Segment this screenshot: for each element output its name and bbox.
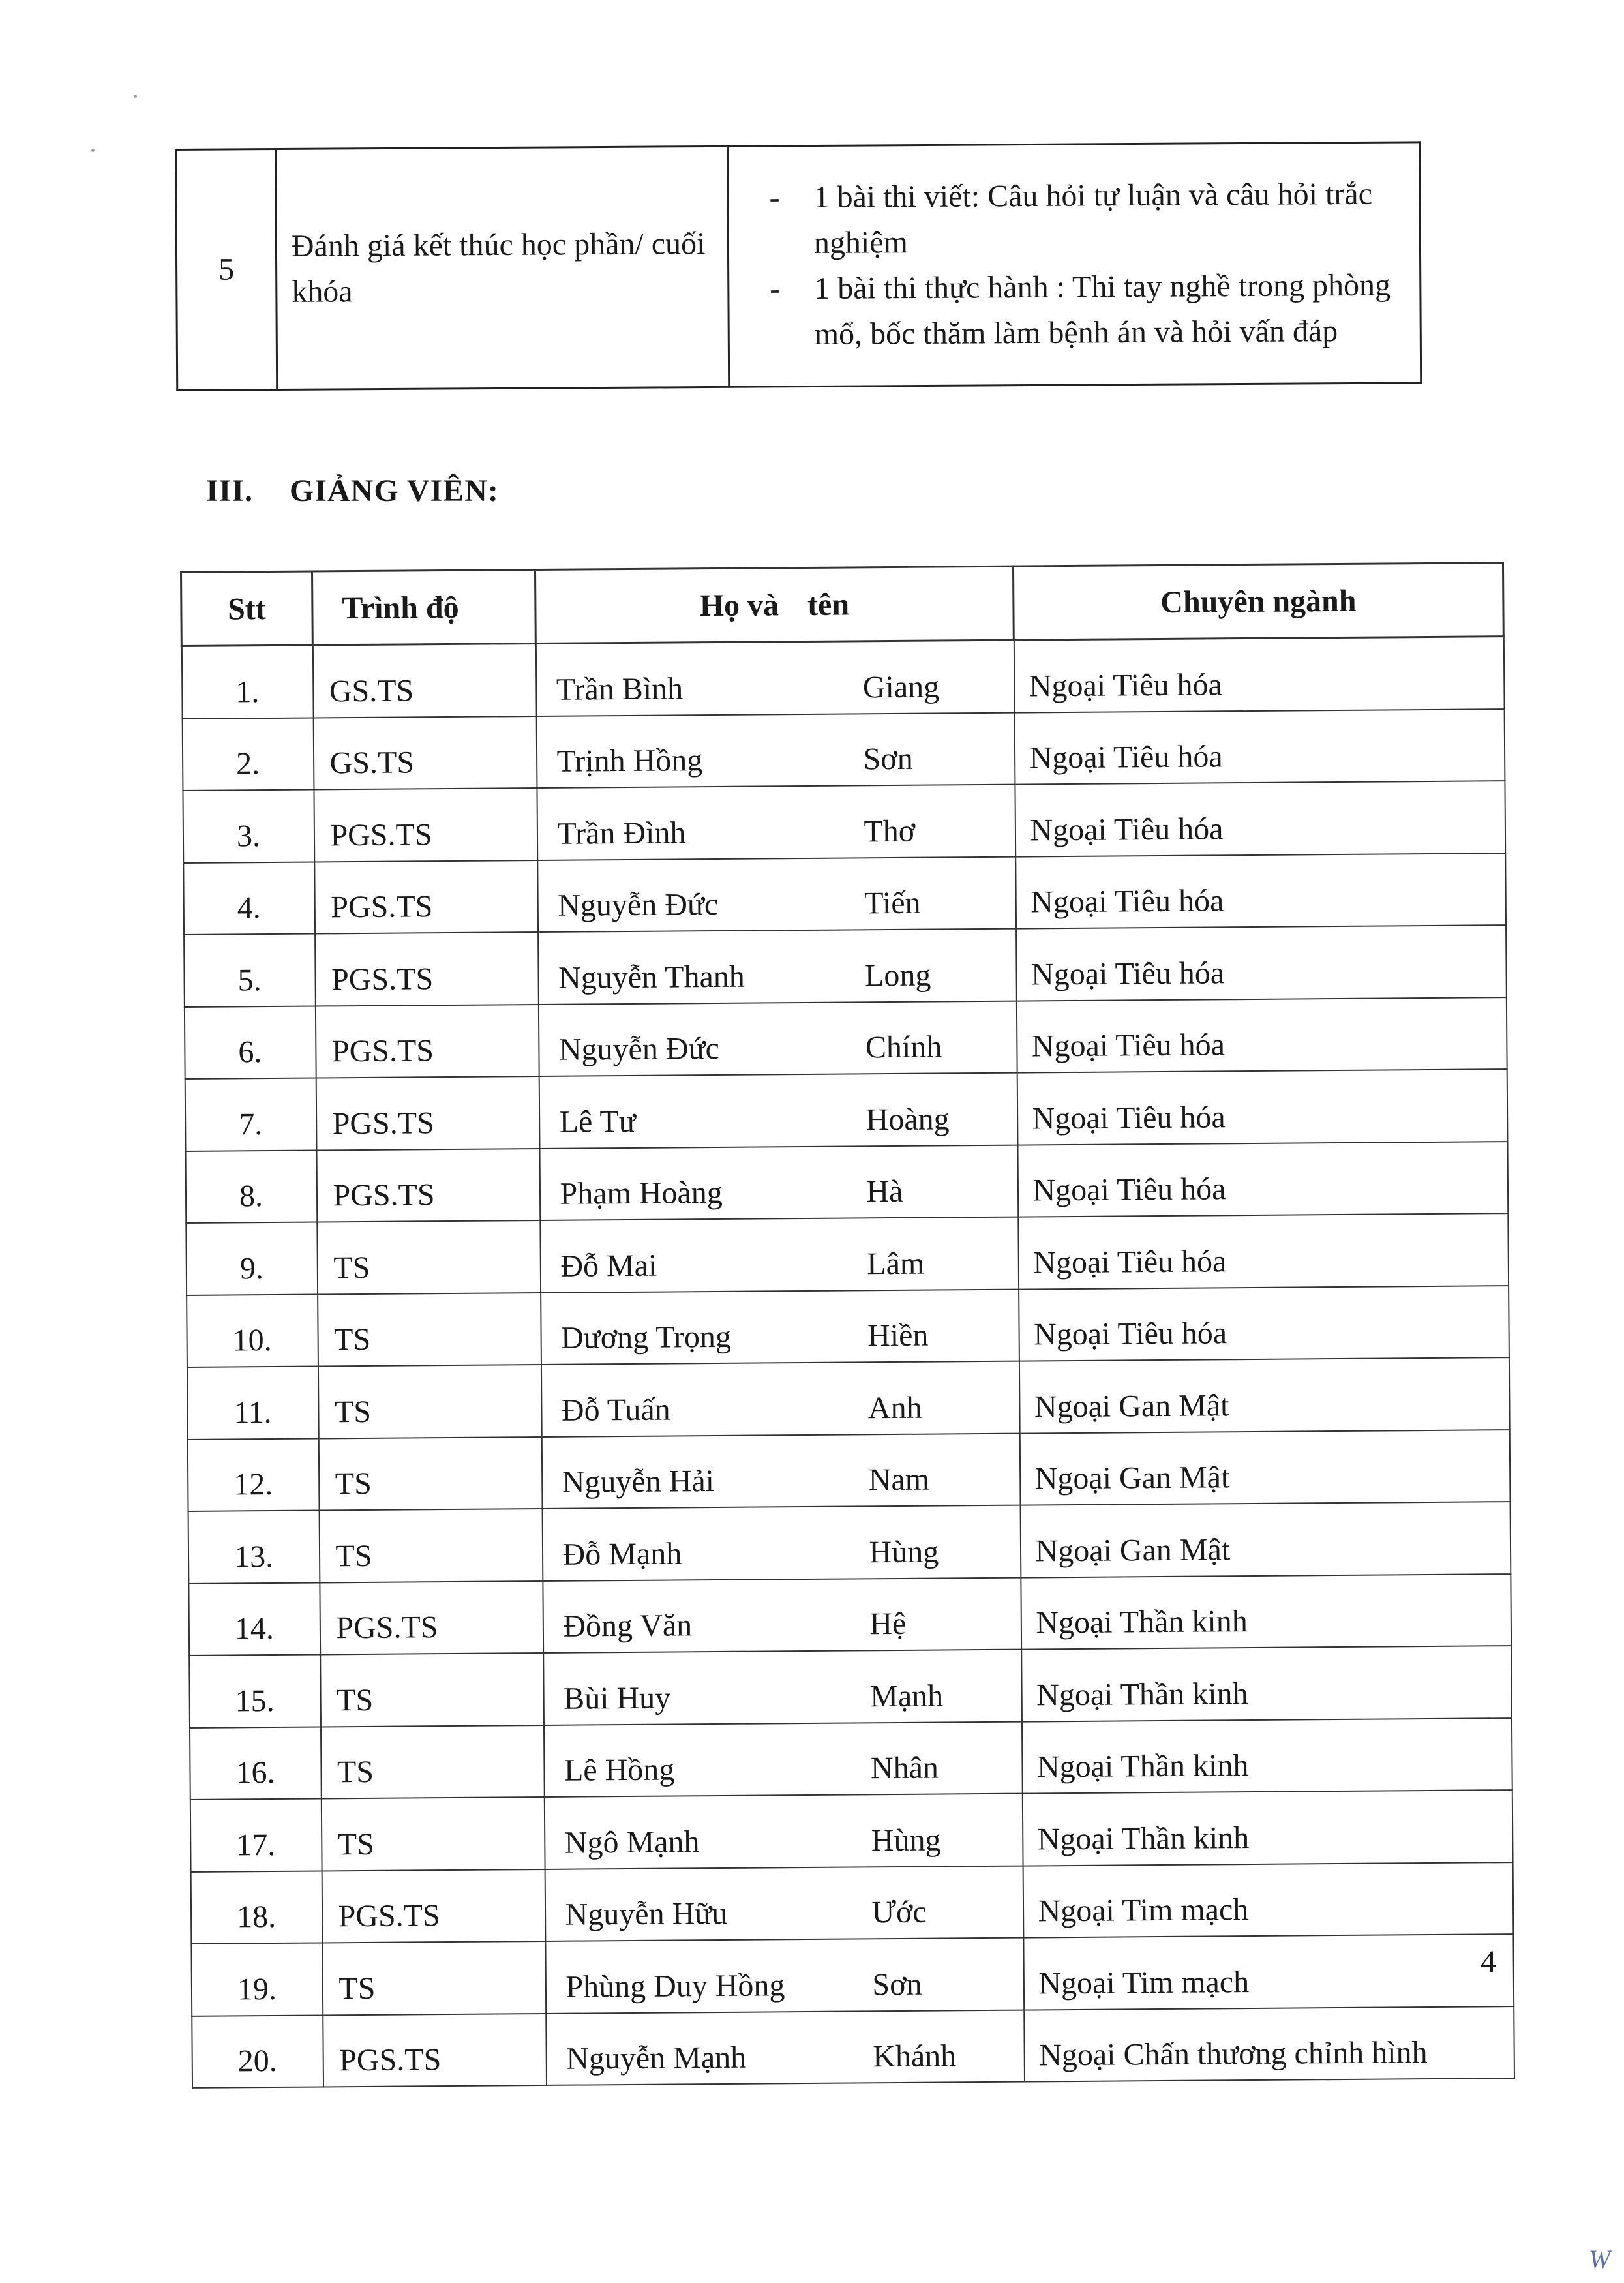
cell-family-name: Phạm Hoàng bbox=[560, 1175, 723, 1211]
assessment-list-text: 1 bài thi viết: Câu hỏi tự luận và câu hỏi trắc nghiệm bbox=[813, 176, 1373, 261]
cell-specialty: Ngoại Gan Mật bbox=[1019, 1357, 1509, 1433]
assessment-list-item bbox=[761, 172, 1400, 267]
assessment-item: Đánh giá kết thúc học phần/ cuối khóa bbox=[276, 146, 729, 389]
cell-family-name: Đồng Văn bbox=[563, 1608, 693, 1644]
cell-stt: 7. bbox=[185, 1078, 316, 1151]
cell-given-name: Long bbox=[864, 958, 931, 993]
table-row bbox=[183, 853, 1506, 935]
cell-given-name: Mạnh bbox=[869, 1678, 944, 1714]
cell-specialty: Ngoại Tiêu hóa bbox=[1016, 997, 1507, 1073]
table-row bbox=[189, 1718, 1512, 1800]
cell-name bbox=[536, 712, 1015, 788]
cell-specialty: Ngoại Tiêu hóa bbox=[1017, 1142, 1508, 1217]
cell-name bbox=[546, 2010, 1025, 2085]
cell-name bbox=[538, 1001, 1017, 1076]
cell-stt: 20. bbox=[192, 2015, 323, 2088]
cell-stt: 8. bbox=[185, 1150, 317, 1223]
table-row bbox=[190, 1790, 1512, 1871]
cell-family-name: Bùi Huy bbox=[563, 1680, 671, 1716]
assessment-number: 5 bbox=[176, 149, 277, 391]
cell-family-name: Nguyễn Đức bbox=[558, 1031, 720, 1067]
cell-specialty: Ngoại Tiêu hóa bbox=[1016, 925, 1507, 1001]
cell-specialty: Ngoại Gan Mật bbox=[1019, 1430, 1510, 1505]
table-row bbox=[187, 1430, 1510, 1511]
table-row bbox=[188, 1502, 1511, 1583]
cell-stt: 2. bbox=[182, 718, 314, 791]
cell-family-name: Nguyễn Thanh bbox=[558, 959, 745, 995]
cell-family-name: Ngô Mạnh bbox=[564, 1824, 700, 1860]
cell-stt: 10. bbox=[187, 1294, 318, 1367]
header-stt: Stt bbox=[181, 571, 313, 646]
cell-given-name: Hùng bbox=[869, 1534, 939, 1569]
cell-degree: TS bbox=[320, 1725, 544, 1798]
cell-degree: TS bbox=[320, 1653, 544, 1727]
assessment-row bbox=[176, 142, 1421, 391]
bullet-dash: - bbox=[769, 180, 780, 215]
table-row bbox=[181, 637, 1504, 719]
cell-name bbox=[545, 1866, 1023, 1941]
cell-name bbox=[538, 929, 1017, 1005]
cell-degree: PGS.TS bbox=[315, 932, 539, 1006]
cell-degree: PGS.TS bbox=[322, 1869, 545, 1943]
cell-degree: TS bbox=[318, 1292, 541, 1366]
cell-family-name: Đỗ Mai bbox=[560, 1248, 657, 1284]
cell-specialty: Ngoại Tiêu hóa bbox=[1014, 709, 1505, 785]
cell-name bbox=[541, 1433, 1020, 1509]
page-number: 4 bbox=[1481, 1944, 1496, 1979]
table-row bbox=[192, 2006, 1514, 2088]
cell-degree: PGS.TS bbox=[314, 860, 538, 933]
cell-specialty: Ngoại Tim mạch bbox=[1023, 1862, 1513, 1938]
cell-given-name: Khánh bbox=[873, 2038, 957, 2074]
cell-family-name: Phùng Duy Hồng bbox=[565, 1967, 785, 2004]
cell-specialty: Ngoại Tiêu hóa bbox=[1019, 1286, 1509, 1361]
cell-name bbox=[535, 640, 1014, 716]
table-row bbox=[187, 1357, 1509, 1439]
cell-given-name: Hà bbox=[866, 1173, 903, 1209]
cell-stt: 18. bbox=[190, 1871, 322, 1944]
cell-stt: 3. bbox=[183, 790, 314, 863]
cell-stt: 15. bbox=[189, 1654, 321, 1727]
lecturer-table-header bbox=[181, 563, 1504, 646]
cell-family-name: Đỗ Tuấn bbox=[561, 1392, 670, 1428]
table-row bbox=[184, 997, 1507, 1079]
section-number: III. bbox=[206, 474, 254, 508]
cell-name bbox=[542, 1505, 1021, 1581]
table-row bbox=[182, 709, 1505, 791]
cell-degree: GS.TS bbox=[312, 644, 536, 718]
cell-name bbox=[541, 1289, 1019, 1365]
cell-given-name: Sơn bbox=[863, 741, 913, 777]
cell-degree: PGS.TS bbox=[316, 1148, 540, 1222]
cell-stt: 16. bbox=[189, 1727, 321, 1800]
cell-family-name: Lê Tư bbox=[559, 1104, 636, 1140]
cell-name bbox=[539, 1145, 1018, 1220]
cell-given-name: Anh bbox=[867, 1390, 922, 1425]
table-row bbox=[185, 1142, 1508, 1223]
cell-stt: 19. bbox=[191, 1943, 323, 2016]
cell-name bbox=[541, 1361, 1019, 1437]
cell-family-name: Trần Đình bbox=[557, 815, 686, 851]
lecturer-table-body bbox=[181, 637, 1514, 2088]
cell-family-name: Trần Bình bbox=[556, 671, 684, 707]
cell-stt: 12. bbox=[187, 1438, 319, 1511]
cell-stt: 14. bbox=[188, 1582, 320, 1656]
cell-given-name: Giang bbox=[862, 669, 940, 704]
section-title: GIẢNG VIÊN: bbox=[290, 474, 499, 508]
header-name-part: tên bbox=[807, 586, 850, 622]
scan-speck bbox=[91, 149, 95, 152]
table-row bbox=[191, 1934, 1514, 2016]
table-row bbox=[189, 1646, 1512, 1727]
cell-specialty: Ngoại Gan Mật bbox=[1020, 1502, 1511, 1577]
cell-family-name: Lê Hồng bbox=[564, 1752, 675, 1788]
cell-name bbox=[540, 1217, 1019, 1293]
table-row bbox=[190, 1862, 1513, 1944]
cell-specialty: Ngoại Tiêu hóa bbox=[1014, 637, 1504, 713]
cell-family-name: Nguyễn Mạnh bbox=[566, 2040, 747, 2076]
cell-degree: PGS.TS bbox=[316, 1076, 539, 1150]
cell-given-name: Hiền bbox=[867, 1318, 929, 1353]
cell-stt: 11. bbox=[187, 1366, 318, 1439]
assessment-list-item bbox=[762, 263, 1400, 358]
cell-name bbox=[543, 1577, 1021, 1653]
table-row bbox=[185, 1069, 1507, 1151]
header-specialty: Chuyên ngành bbox=[1013, 563, 1503, 641]
cell-family-name: Nguyễn Đức bbox=[558, 886, 719, 923]
scan-speck bbox=[134, 95, 137, 98]
corner-mark: W bbox=[1589, 2245, 1611, 2274]
cell-degree: TS bbox=[318, 1365, 541, 1438]
cell-given-name: Hoàng bbox=[865, 1101, 950, 1137]
cell-name bbox=[539, 1073, 1017, 1149]
cell-given-name: Hệ bbox=[869, 1606, 907, 1642]
cell-degree: PGS.TS bbox=[314, 788, 537, 862]
bullet-dash: - bbox=[770, 271, 781, 307]
cell-family-name: Đỗ Mạnh bbox=[562, 1535, 682, 1572]
cell-specialty: Ngoại Chấn thương chỉnh hình bbox=[1024, 2006, 1514, 2082]
cell-degree: TS bbox=[319, 1509, 543, 1582]
section-heading bbox=[206, 473, 499, 509]
cell-family-name: Nguyễn Hải bbox=[562, 1464, 715, 1500]
cell-given-name: Chính bbox=[865, 1029, 942, 1065]
cell-stt: 4. bbox=[183, 862, 315, 935]
cell-name bbox=[537, 785, 1015, 860]
cell-stt: 17. bbox=[190, 1798, 322, 1871]
cell-family-name: Trịnh Hồng bbox=[556, 743, 703, 779]
cell-stt: 1. bbox=[181, 645, 313, 718]
assessment-list bbox=[761, 172, 1400, 358]
cell-stt: 5. bbox=[184, 934, 316, 1007]
cell-given-name: Nhân bbox=[870, 1750, 939, 1786]
cell-given-name: Hùng bbox=[871, 1822, 941, 1858]
header-degree: Trình độ bbox=[312, 570, 536, 646]
cell-name bbox=[537, 856, 1016, 932]
cell-family-name: Dương Trọng bbox=[560, 1319, 732, 1355]
assessment-table bbox=[175, 141, 1422, 391]
cell-degree: PGS.TS bbox=[323, 2013, 547, 2087]
lecturer-table bbox=[180, 562, 1515, 2089]
cell-degree: TS bbox=[317, 1220, 541, 1294]
header-name bbox=[535, 566, 1014, 643]
cell-specialty: Ngoại Tiêu hóa bbox=[1018, 1213, 1509, 1289]
cell-given-name: Lâm bbox=[867, 1246, 925, 1281]
cell-degree: TS bbox=[322, 1941, 546, 2015]
cell-name bbox=[543, 1721, 1022, 1797]
cell-given-name: Tiến bbox=[864, 885, 921, 921]
assessment-list-text: 1 bài thi thực hành : Thi tay nghề trong phòng mổ, bốc thăm làm bệnh án và hỏi vấn đáp bbox=[814, 267, 1391, 352]
table-row bbox=[186, 1213, 1509, 1295]
cell-family-name: Nguyễn Hữu bbox=[565, 1896, 728, 1932]
table-row bbox=[184, 925, 1507, 1006]
cell-name bbox=[545, 1938, 1024, 2014]
cell-specialty: Ngoại Tiêu hóa bbox=[1015, 853, 1506, 929]
cell-degree: TS bbox=[318, 1436, 542, 1510]
cell-given-name: Nam bbox=[868, 1462, 930, 1498]
cell-specialty: Ngoại Thần kinh bbox=[1021, 1574, 1511, 1650]
table-row bbox=[187, 1286, 1509, 1367]
cell-given-name: Thơ bbox=[864, 813, 916, 849]
cell-degree: PGS.TS bbox=[315, 1004, 539, 1078]
cell-stt: 6. bbox=[184, 1006, 316, 1079]
cell-specialty: Ngoại Thần kinh bbox=[1021, 1646, 1512, 1721]
header-name-part: Họ và bbox=[699, 587, 779, 623]
cell-degree: PGS.TS bbox=[320, 1580, 543, 1654]
table-row bbox=[183, 781, 1505, 862]
cell-specialty: Ngoại Tim mạch bbox=[1023, 1934, 1514, 2010]
cell-name bbox=[543, 1650, 1022, 1725]
cell-stt: 13. bbox=[188, 1510, 320, 1583]
cell-specialty: Ngoại Thần kinh bbox=[1022, 1790, 1512, 1866]
cell-given-name: Sơn bbox=[872, 1967, 922, 2002]
cell-degree: GS.TS bbox=[313, 716, 537, 790]
cell-specialty: Ngoại Tiêu hóa bbox=[1017, 1069, 1507, 1145]
cell-specialty: Ngoại Thần kinh bbox=[1021, 1718, 1512, 1794]
cell-degree: TS bbox=[321, 1797, 545, 1871]
cell-name bbox=[544, 1794, 1023, 1869]
cell-given-name: Ước bbox=[871, 1894, 927, 1930]
table-row bbox=[188, 1574, 1511, 1656]
cell-stt: 9. bbox=[186, 1222, 318, 1295]
cell-specialty: Ngoại Tiêu hóa bbox=[1015, 781, 1505, 856]
assessment-description bbox=[727, 142, 1421, 387]
